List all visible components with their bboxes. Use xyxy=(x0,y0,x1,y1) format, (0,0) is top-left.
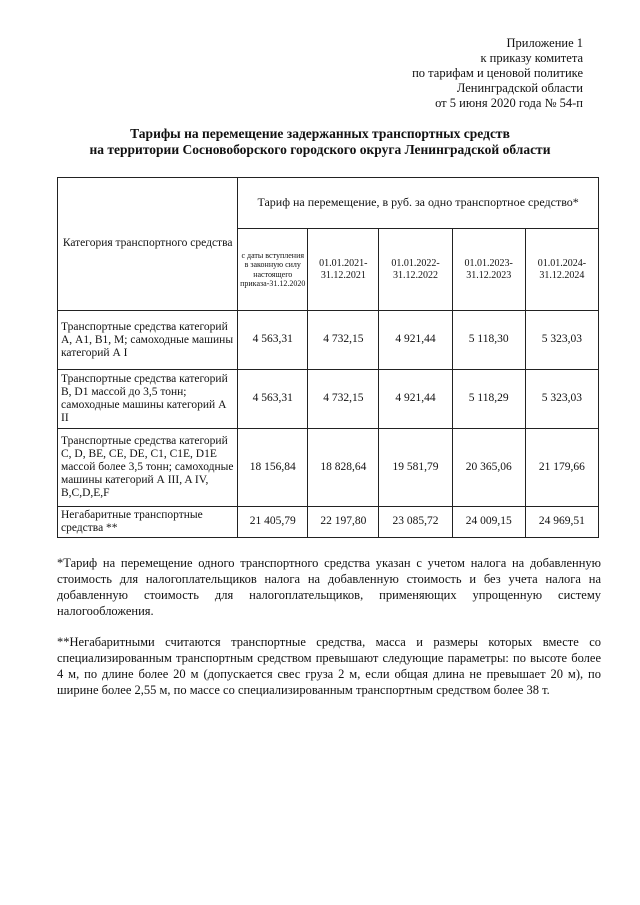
tariff-value: 5 323,03 xyxy=(525,370,598,429)
category-cell: Негабаритные транспортные средства ** xyxy=(58,507,238,538)
tariff-value: 24 009,15 xyxy=(452,507,525,538)
period-header: с даты вступления в законную силу настоящего приказа-31.12.2020 xyxy=(238,229,308,311)
tariff-value: 18 156,84 xyxy=(238,429,308,507)
appendix-header xyxy=(333,36,583,111)
footnote-vat: *Тариф на перемещение одного транспортного средства указан с учетом налога на добавленную стоимость для налогоплательщиков налога на добавленную стоимость и без учета налога на добавленную стоимость для налогоплательщиков, применяющих упрощенную систему налогообложения. xyxy=(57,556,601,618)
period-header: 01.01.2021-31.12.2021 xyxy=(308,229,379,311)
appendix-line: от 5 июня 2020 года № 54-п xyxy=(435,96,583,110)
tariff-value: 22 197,80 xyxy=(308,507,379,538)
category-column-header: Категория транспортного средства xyxy=(58,178,238,311)
period-header: 01.01.2023-31.12.2023 xyxy=(452,229,525,311)
table-row xyxy=(58,311,599,370)
tariff-value: 19 581,79 xyxy=(379,429,452,507)
category-cell: Транспортные средства категорий С, D, ВЕ, СЕ, DE, С1, С1Е, D1E массой более 3,5 тонн; самоходные машины категорий А III, A IV, B,C,D,E,F xyxy=(58,429,238,507)
appendix-line: Приложение 1 xyxy=(506,36,583,50)
tariff-value: 18 828,64 xyxy=(308,429,379,507)
table-row xyxy=(58,370,599,429)
tariff-value: 5 118,29 xyxy=(452,370,525,429)
category-cell: Транспортные средства категорий А, А1, В1, М; самоходные машины категорий А I xyxy=(58,311,238,370)
tariff-value: 4 563,31 xyxy=(238,370,308,429)
period-header: 01.01.2022-31.12.2022 xyxy=(379,229,452,311)
document-title xyxy=(0,126,640,158)
tariff-value: 4 921,44 xyxy=(379,370,452,429)
tariff-column-header: Тариф на перемещение, в руб. за одно транспортное средство* xyxy=(238,178,599,229)
footnotes xyxy=(57,555,601,713)
tariff-value: 4 563,31 xyxy=(238,311,308,370)
category-cell: Транспортные средства категорий В, D1 массой до 3,5 тонн; самоходные машины категорий А II xyxy=(58,370,238,429)
title-line-2: на территории Сосновоборского городского округа Ленинградской области xyxy=(89,142,551,157)
table-row xyxy=(58,507,599,538)
tariff-value: 23 085,72 xyxy=(379,507,452,538)
tariff-value: 21 179,66 xyxy=(525,429,598,507)
tariff-value: 21 405,79 xyxy=(238,507,308,538)
tariff-value: 24 969,51 xyxy=(525,507,598,538)
tariff-value: 4 732,15 xyxy=(308,311,379,370)
title-line-1: Тарифы на перемещение задержанных транспортных средств xyxy=(130,126,510,141)
footnote-oversized: **Негабаритными считаются транспортные средства, масса и размеры которых вместе со специализированным транспортным средством превышают следующие параметры: по высоте более 4 м, по длине более 20 м (допускается свес груза 2 м, если общая длина не превышает 20 м), по ширине более 2,55 м, по массе со специализированным транспортным средством более 38 т. xyxy=(57,635,601,697)
tariff-table xyxy=(57,177,599,538)
appendix-line: по тарифам и ценовой политике xyxy=(412,66,583,80)
table-row xyxy=(58,429,599,507)
appendix-line: к приказу комитета xyxy=(480,51,583,65)
tariff-value: 4 732,15 xyxy=(308,370,379,429)
tariff-value: 20 365,06 xyxy=(452,429,525,507)
tariff-value: 5 118,30 xyxy=(452,311,525,370)
period-header: 01.01.2024-31.12.2024 xyxy=(525,229,598,311)
tariff-value: 5 323,03 xyxy=(525,311,598,370)
tariff-value: 4 921,44 xyxy=(379,311,452,370)
appendix-line: Ленинградской области xyxy=(456,81,583,95)
